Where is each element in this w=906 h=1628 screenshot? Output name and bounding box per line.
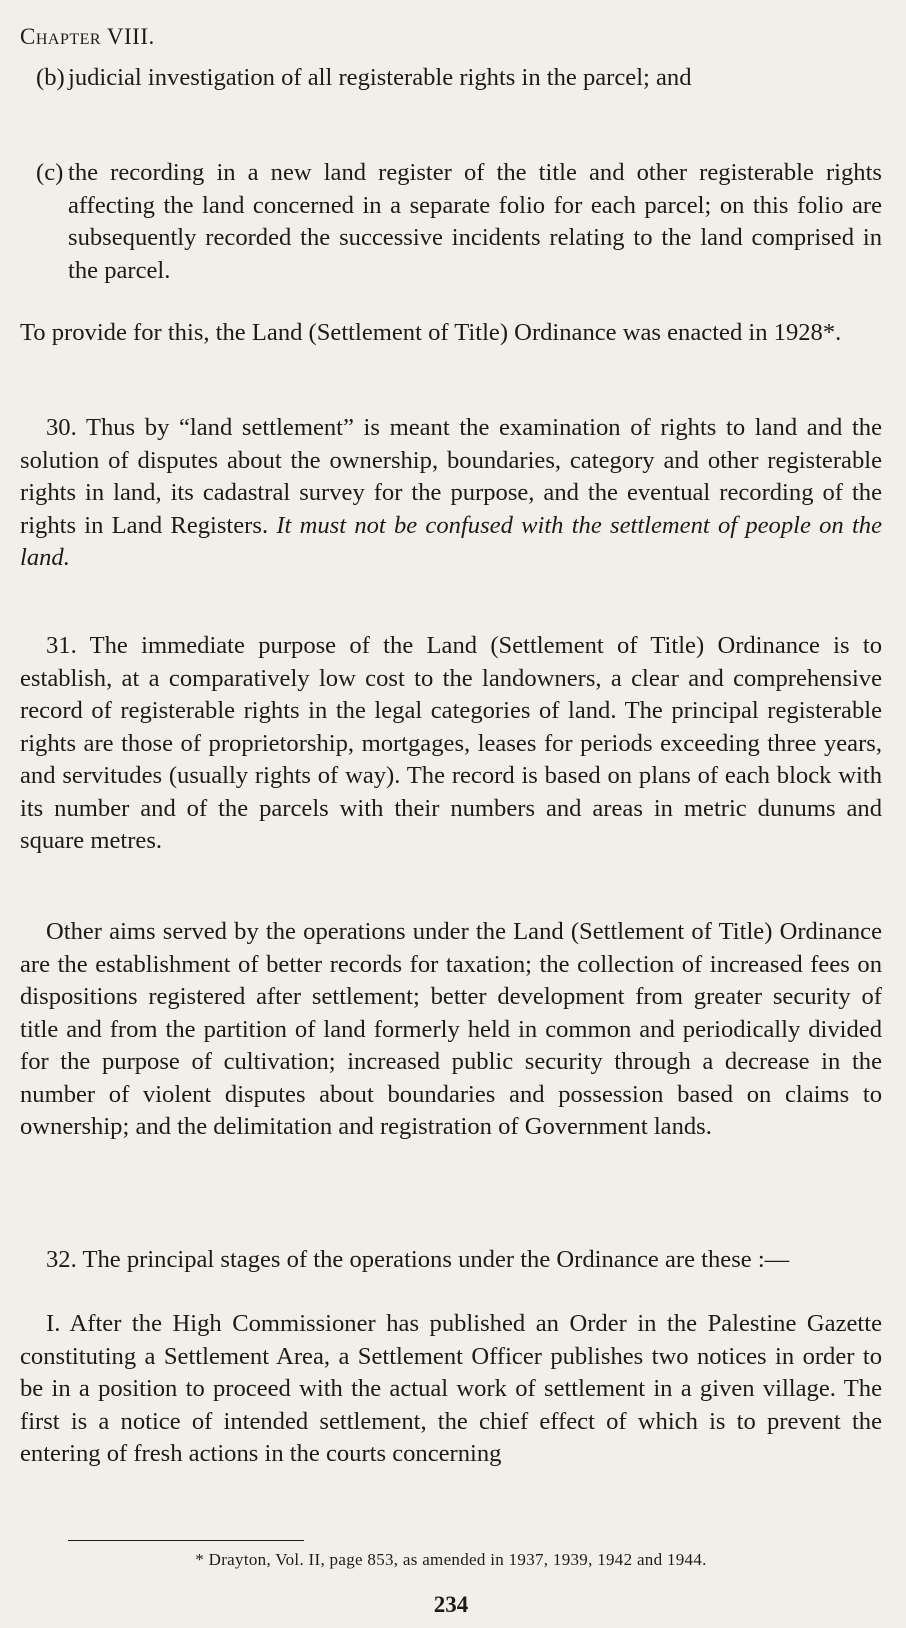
paragraph-30-text: 30. Thus by “land settlement” is meant the examination of rights to land and the solution of disputes about the ownership, boundaries, category and other registerable rights in land, its cadastral survey for the purpose, and the eventual recording of the rights in Land Registers. — [20, 414, 882, 539]
paragraph-stage-1: I. After the High Commissioner has published an Order in the Palestine Gazette constituting a Settlement Area, a Settlement Officer publishes two notices in order to be in a position to proceed with the actual work of settlement in a given village. The first is a notice of intended settlement, the chief effect of which is to prevent the entering of fresh actions in the courts concerning — [20, 1310, 882, 1467]
page-number: 234 — [433, 1592, 469, 1617]
paragraph-31: 31. The immediate purpose of the Land (Settlement of Title) Ordinance is to establish, at a comparatively low cost to the landowners, a clear and comprehensive record of registerable rights in the legal categories of land. The principal registerable rights are those of proprietorship, mortgages, leases for periods exceeding three years, and servitudes (usually rights of way). The record is based on plans of each block with its number and of the parcels with their numbers and areas in metric dunums and square metres. — [20, 632, 882, 854]
document-page — [20, 20, 882, 1617]
list-item-b — [20, 62, 882, 95]
paragraph-32: 32. The principal stages of the operations under the Ordinance are these :— — [46, 1246, 790, 1273]
paragraph-other-aims: Other aims served by the operations under the Land (Settlement of Title) Ordinance are the establishment of better records for taxation; the collection of increased fees on dispositions registered after settlement; better development from greater security of title and from the partition of land formerly held in common and periodically divided for the purpose of cultivation; increased public security through a decrease in the number of violent disputes about boundaries and possession based on claims to ownership; and the delimitation and registration of Government lands. — [20, 918, 882, 1140]
chapter-heading: Chapter VIII. — [20, 24, 155, 49]
list-item-label: (c) — [36, 159, 64, 186]
paragraph-30 — [20, 412, 882, 575]
paragraph-30-italic: It must not be confused with the settlement of people on the land. — [20, 511, 882, 571]
list-item-text: judicial investigation of all registerable rights in the parcel; and — [68, 64, 692, 91]
footnote: * Drayton, Vol. II, page 853, as amended in 1937, 1939, 1942 and 1944. — [195, 1550, 707, 1569]
list-item-label: (b) — [36, 64, 65, 91]
list-item-text: the recording in a new land register of the title and other registerable rights affecting the land concerned in a separate folio for each parcel; on this folio are subsequently recorded the successive incidents relating to the land comprised in the parcel. — [68, 159, 882, 284]
paragraph-ordinance-enacted: To provide for this, the Land (Settlement of Title) Ordinance was enacted in 1928*. — [20, 319, 842, 346]
footnote-divider — [68, 1540, 304, 1541]
list-item-c — [20, 157, 882, 287]
